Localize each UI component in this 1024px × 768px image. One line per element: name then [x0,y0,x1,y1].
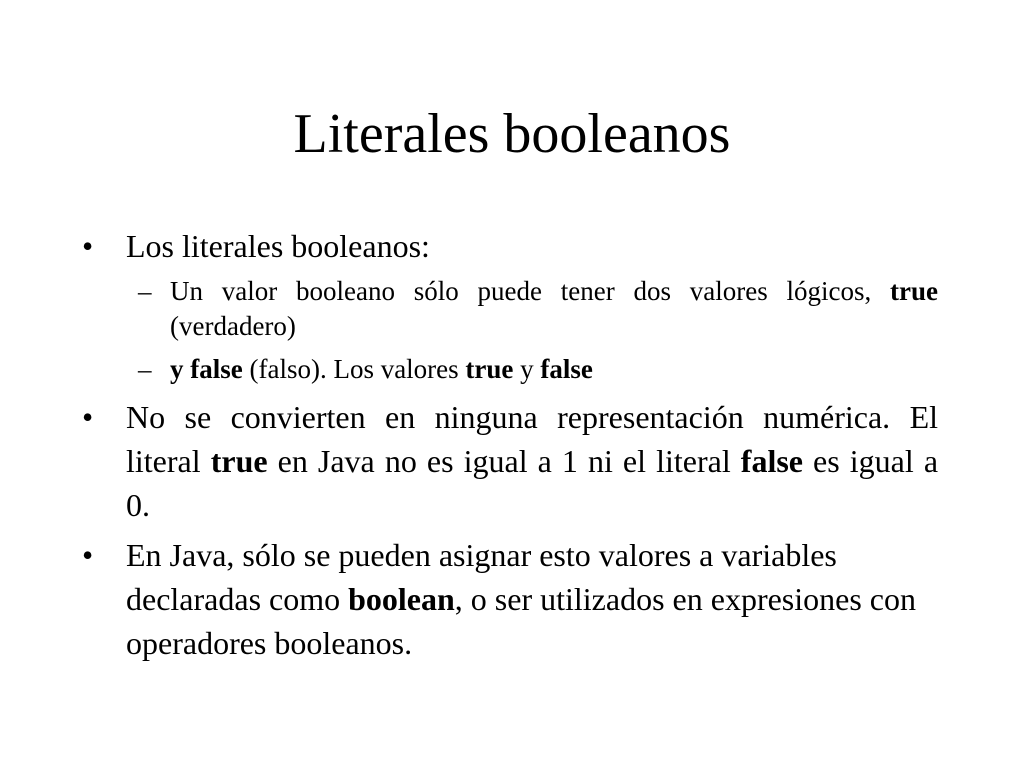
text-run: Un valor booleano sólo puede tener dos valores lógicos, [170,276,891,306]
keyword-true: true [890,276,938,306]
keyword-true: true [210,443,268,479]
bullet-text: Los literales booleanos: [126,228,430,264]
dash-marker: – [138,354,152,384]
sub-bullet-item-1 [138,274,938,344]
sub-bullet-item-2 [138,352,938,387]
text-run: (verdadero) [170,311,296,341]
bullet-marker: • [82,399,94,435]
text-run: No se convierten en ninguna representación numérica. El literal [126,399,938,479]
text-run: , o ser utilizados en expresiones con operadores booleanos. [126,581,916,661]
slide-title: Literales booleanos [293,103,731,165]
keyword-false: false [740,443,803,479]
text-run: en Java no es igual a 1 ni el literal [267,443,741,479]
bullet-item-3 [82,533,938,665]
bullet-text [126,395,938,527]
text-run: (falso). Los valores [242,354,466,384]
dash-marker: – [138,276,152,306]
keyword-false: false [540,354,593,384]
bullet-marker: • [82,537,94,573]
keyword-y-false: y false [170,354,243,384]
sub-bullet-text [170,274,938,344]
text-run: es igual a 0. [126,443,939,523]
bullet-marker: • [82,228,94,264]
bullet-item-1 [82,224,938,268]
bullet-item-2 [82,395,938,527]
sub-bullet-text [170,352,938,387]
text-run: y [513,354,541,384]
keyword-boolean: boolean [348,581,455,617]
bullet-text [126,533,938,665]
text-run: En Java, sólo se pueden asignar esto valores a variables declaradas como [126,537,837,617]
slide-content [82,224,938,671]
keyword-true: true [465,354,514,384]
